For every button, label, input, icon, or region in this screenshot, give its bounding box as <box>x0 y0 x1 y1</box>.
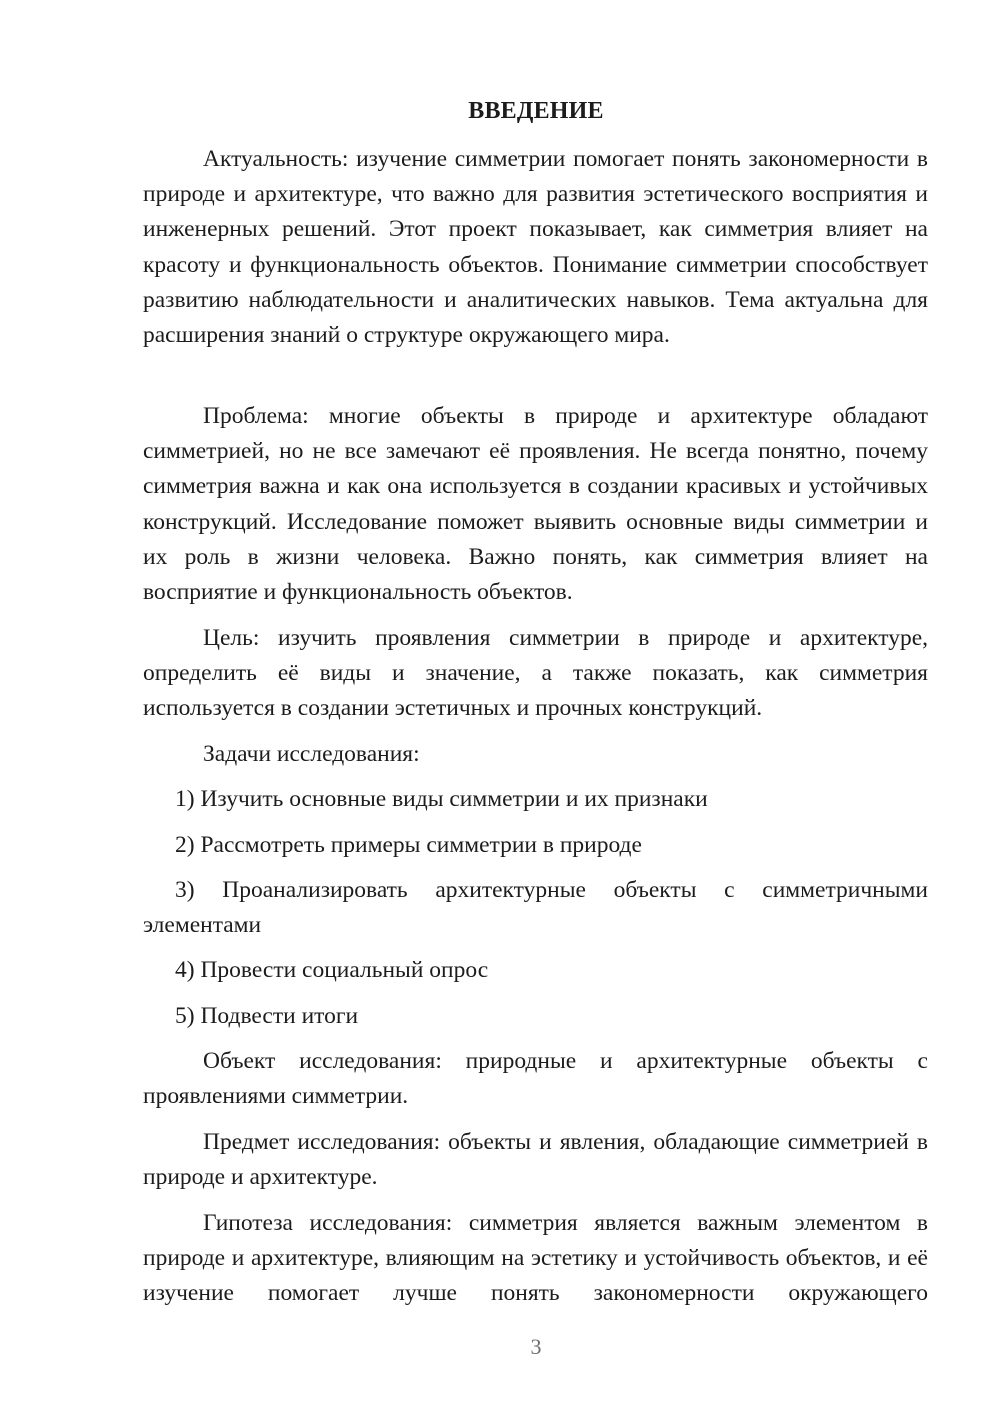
task-item-3: 3) Проанализировать архитектурные объекты с симметричными элементами <box>143 877 928 939</box>
research-subject-paragraph: Предмет исследования: объекты и явления, обладающие симметрией в природе и архитектуре. <box>143 1129 928 1191</box>
goal-paragraph: Цель: изучить проявления симметрии в природе и архитектуре, определить её виды и значение, а также показать, как симметрия используется в создании эстетичных и прочных конструкций. <box>143 625 928 722</box>
hypothesis-paragraph: Гипотеза исследования: симметрия является важным элементом в природе и архитектуре, влияющим на эстетику и устойчивость объектов, и её изучение помогает лучше понять закономерности окружающего <box>143 1210 928 1307</box>
research-object-paragraph: Объект исследования: природные и архитектурные объекты с проявлениями симметрии. <box>143 1048 928 1110</box>
page-title: ВВЕДЕНИЕ <box>468 98 604 124</box>
tasks-heading: Задачи исследования: <box>203 741 420 767</box>
task-item-1: 1) Изучить основные виды симметрии и их признаки <box>175 786 708 812</box>
task-item-4: 4) Провести социальный опрос <box>175 957 489 983</box>
relevance-paragraph: Актуальность: изучение симметрии помогает понять закономерности в природе и архитектуре, что важно для развития эстетического восприятия и инженерных решений. Этот проект показывает, как симметрия влияет на красоту и функциональность объектов. Понимание симметрии способствует развитию наблюдательности и аналитических навыков. Тема актуальна для расширения знаний о структуре окружающего мира. <box>143 146 928 349</box>
page-number: 3 <box>530 1334 542 1359</box>
task-item-2: 2) Рассмотреть примеры симметрии в природе <box>175 832 642 858</box>
task-item-5: 5) Подвести итоги <box>175 1003 359 1029</box>
problem-paragraph: Проблема: многие объекты в природе и архитектуре обладают симметрией, но не все замечают её проявления. Не всегда понятно, почему симметрия важна и как она используется в создании красивых и устойчивых конструкций. Исследование поможет выявить основные виды симметрии и их роль в жизни человека. Важно понять, как симметрия влияет на восприятие и функциональность объектов. <box>143 403 928 606</box>
